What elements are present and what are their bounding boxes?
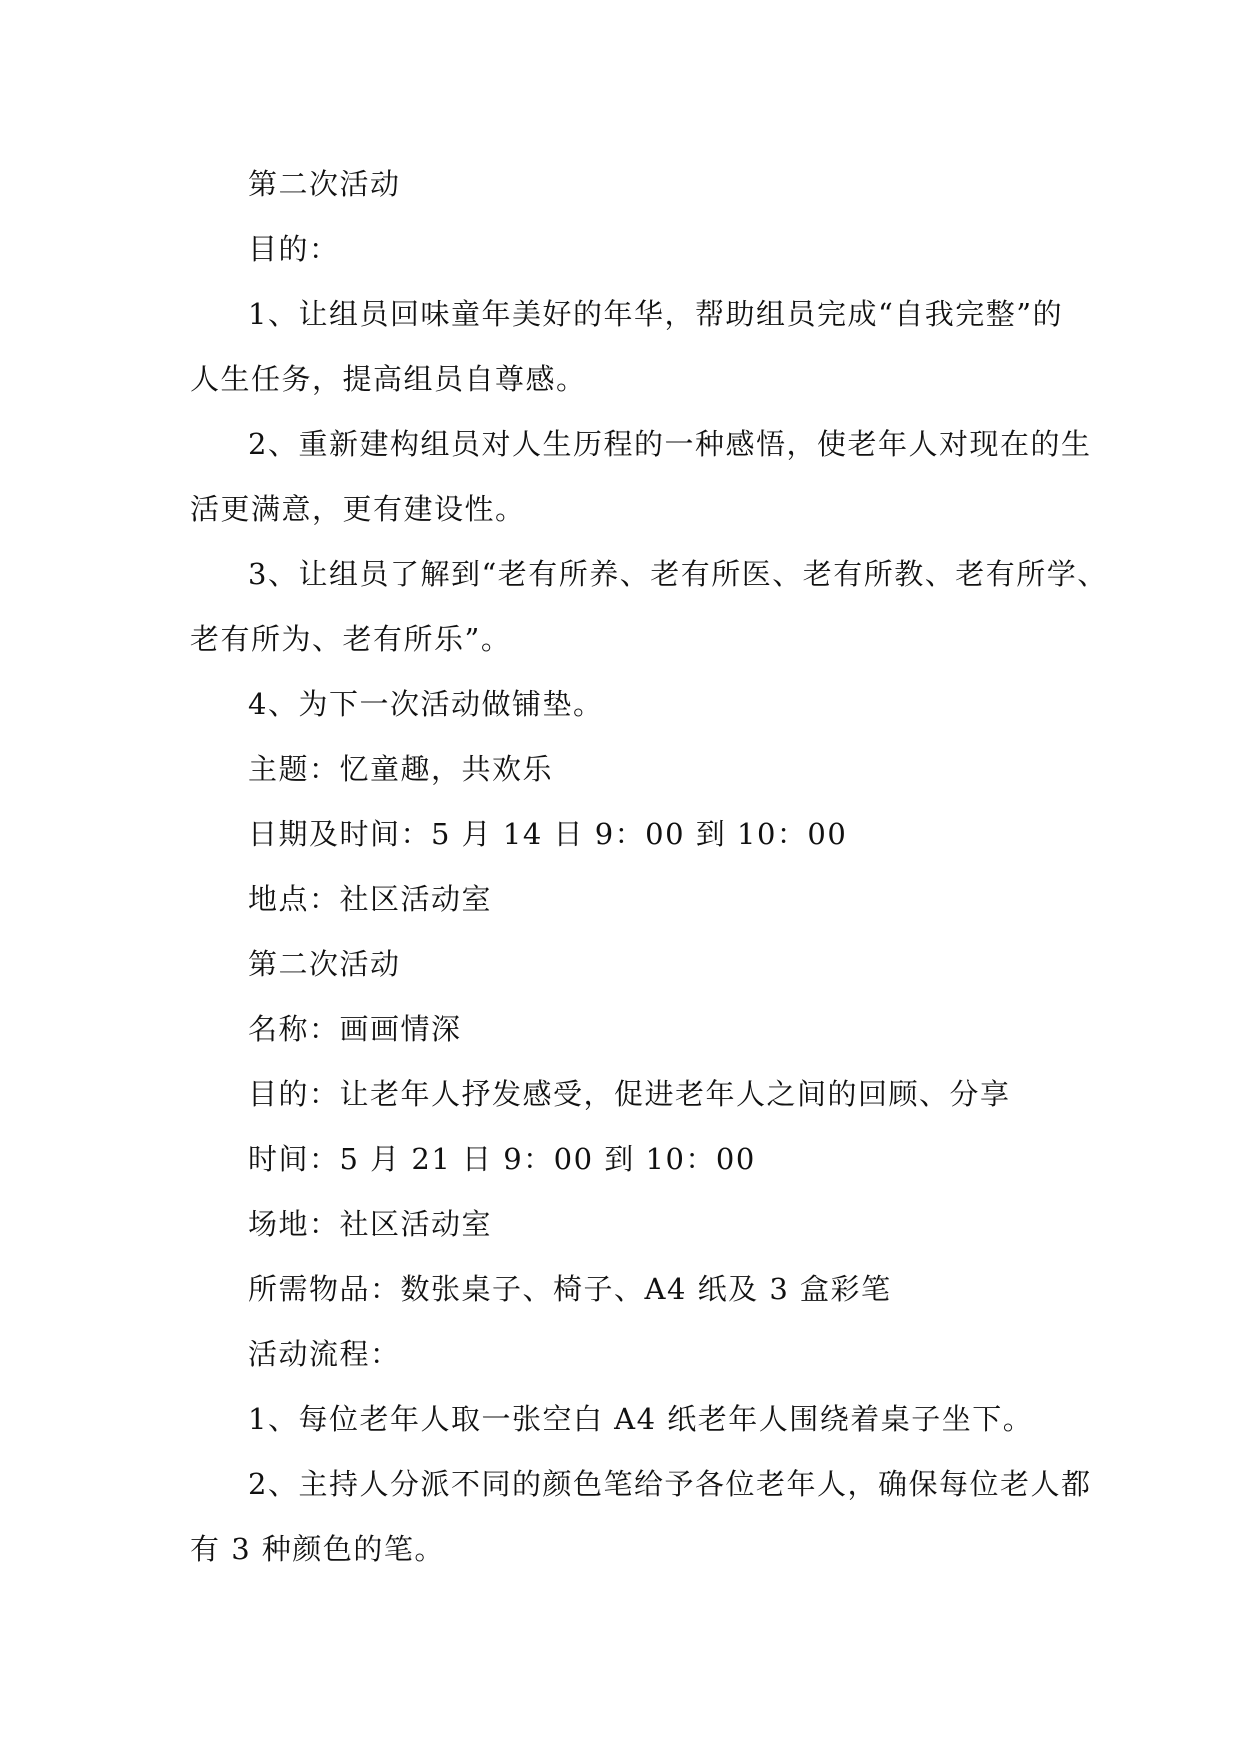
section-heading-repeat: 第二次活动 xyxy=(248,947,401,981)
process-step-1: 1、每位老年人取一张空白 A4 纸老年人围绕着桌子坐下。 xyxy=(248,1402,1034,1436)
process-step-2-continued: 有 3 种颜色的笔。 xyxy=(190,1532,445,1566)
purpose-item-1: 1、让组员回味童年美好的年华，帮助组员完成“自我完整”的 xyxy=(248,297,1064,331)
date-time-line: 日期及时间：5 月 14 日 9：00 到 10：00 xyxy=(248,817,848,851)
materials-line: 所需物品：数张桌子、椅子、A4 纸及 3 盒彩笔 xyxy=(248,1272,892,1306)
document-body xyxy=(190,152,1108,1582)
theme-line: 主题：忆童趣，共欢乐 xyxy=(248,752,554,786)
purpose-item-2: 2、重新建构组员对人生历程的一种感悟，使老年人对现在的生 xyxy=(248,427,1092,461)
purpose-item-3-continued: 老有所为、老有所乐”。 xyxy=(190,622,512,656)
activity-time-line: 时间：5 月 21 日 9：00 到 10：00 xyxy=(248,1142,756,1176)
venue-line: 场地：社区活动室 xyxy=(248,1207,493,1241)
activity-purpose-line: 目的：让老年人抒发感受，促进老年人之间的回顾、分享 xyxy=(248,1077,1011,1111)
process-label: 活动流程： xyxy=(248,1337,401,1371)
purpose-item-2-continued: 活更满意，更有建设性。 xyxy=(190,492,526,526)
process-step-2: 2、主持人分派不同的颜色笔给予各位老年人，确保每位老人都 xyxy=(248,1467,1092,1501)
purpose-item-4: 4、为下一次活动做铺垫。 xyxy=(248,687,604,721)
location-line: 地点：社区活动室 xyxy=(248,882,493,916)
purpose-item-3: 3、让组员了解到“老有所养、老有所医、老有所教、老有所学、 xyxy=(248,557,1108,591)
activity-name-line: 名称：画画情深 xyxy=(248,1012,462,1046)
purpose-label: 目的： xyxy=(248,232,340,266)
purpose-item-1-continued: 人生任务，提高组员自尊感。 xyxy=(190,362,587,396)
section-heading: 第二次活动 xyxy=(248,167,401,201)
